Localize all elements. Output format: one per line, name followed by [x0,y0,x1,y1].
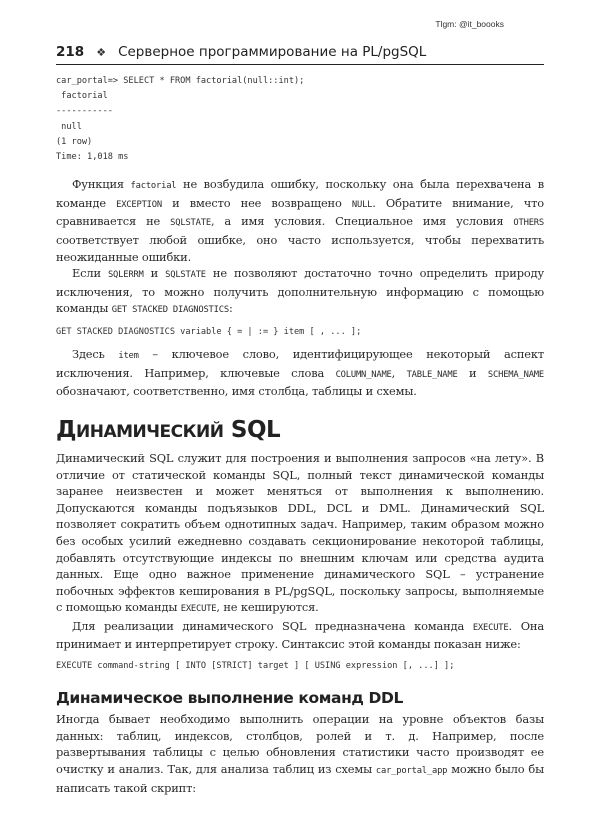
inline-code: NULL [351,199,373,210]
paragraph-execute-command [56,618,544,653]
text: : [228,301,233,316]
text: можно было бы написать такой скрипт: [56,762,545,795]
inline-code: EXCEPTION [116,199,162,210]
text: , не кешируются. [216,600,319,615]
code-block-execute-syntax: EXECUTE command-string [ INTO [STRICT] target ] [ USING expression [, ...] ]; [56,661,455,672]
page-content [56,74,544,796]
inline-code: factorial [130,181,177,192]
text: , а имя условия. Специальное имя условия [210,214,514,229]
text: – ключевое слово, идентифицирующее некоторый аспект исключения. Например, ключевые слова [56,347,544,380]
paragraph-item-keyword [56,346,544,400]
text: . Обратите внимание, что сравнивается не [56,195,544,229]
inline-code: EXECUTE [180,604,217,615]
inline-code: car_portal_app [375,766,448,777]
paragraph-dynamic-sql-intro [56,450,544,618]
heading-rest: SQL [223,416,281,443]
text: Здесь [72,347,119,362]
text: Иногда бывает необходимо выполнить операции на уровне объектов базы данных: таблиц, индексов, столбцов, ролей и т. д. Например, после развертывания таблицы с целью обновления статистики часто производят ее очистку и анализ. Так, для анализа таблиц из схемы [56,712,544,777]
text: Для реализации динамического SQL предназначена команда [72,618,473,633]
running-head [56,44,544,65]
inline-code: SQLSTATE [170,218,211,229]
text: Динамический SQL служит для построения и выполнения запросов «на лету». В отличие от статической команды SQL, полный текст динамической команды заранее неизвестен и может меняться от выполнения к выполнению. Допускаются команды подъязыков DDL, DCL и DML. Динамический SQL позволяет сократить объем однотипных задач. Например, таким образом можно без особых усилий ежедневно создавать секционирование некоторой таблицы, добавлять отсутствующие индексы по внешним ключам или средства аудита данных. Еще одно важное применение динамического SQL – устранение побочных эффектов кеширования в PL/pgSQL, поскольку запросы, выполняемые с помощью команды [56,450,544,615]
heading-small-caps: ИНАМИЧЕСКИЙ [75,421,224,442]
text: , [391,365,407,380]
ornament-icon: ❖ [96,46,107,59]
text: соответствует любой ошибке, оно часто используется, чтобы перехватить неожиданные ошибки. [56,233,544,264]
inline-code: SQLSTATE [165,270,206,281]
section-heading-dynamic-sql [56,416,544,446]
watermark: Tlgm: @it_boooks [435,19,504,29]
code-block-query-result [56,74,544,165]
text: обозначают, соответственно, имя столбца, таблицы и схемы. [56,384,417,399]
code-line: factorial [56,91,108,102]
text: Функция [72,177,131,192]
text: не возбудила ошибку, поскольку она была перехвачена в команде [56,177,544,210]
inline-code: item [118,351,139,362]
inline-code: GET STACKED DIAGNOSTICS [111,305,229,316]
paragraph-ddl-intro [56,711,544,796]
code-line: ----------- [56,106,113,117]
code-line: (1 row) [56,136,93,147]
text: не позволяют достаточно точно определить природу исключения, то можно получить дополнительную информацию с помощью команды [56,266,544,316]
paragraph-exception-handling [56,176,544,265]
heading-initial: Д [56,416,76,443]
chapter-title: Серверное программирование на PL/pgSQL [118,44,427,60]
inline-code: COLUMN_NAME [335,369,392,380]
subsection-heading-ddl: Динамическое выполнение команд DDL [56,689,403,708]
code-block-diagnostics-syntax: GET STACKED DIAGNOSTICS variable { = | := } item [ , ... ]; [56,326,362,337]
text: Если [72,266,108,281]
code-line: Time: 1,018 ms [56,152,129,163]
inline-code: SQLERRM [107,270,144,281]
paragraph-diagnostics [56,265,544,319]
page-number: 218 [56,44,85,60]
inline-code: SCHEMA_NAME [487,369,544,380]
text: и [457,365,488,380]
code-line: car_portal=> SELECT * FROM factorial(null::int); [56,76,305,86]
text: и вместо нее возвращено [161,195,352,210]
text: . Она принимает и интерпретирует строку. Синтаксис этой команды показан ниже: [56,618,544,652]
code-line: null [56,121,82,132]
text: и [143,266,166,281]
inline-code: EXECUTE [472,622,509,633]
inline-code: TABLE_NAME [406,369,458,380]
inline-code: OTHERS [513,218,544,229]
